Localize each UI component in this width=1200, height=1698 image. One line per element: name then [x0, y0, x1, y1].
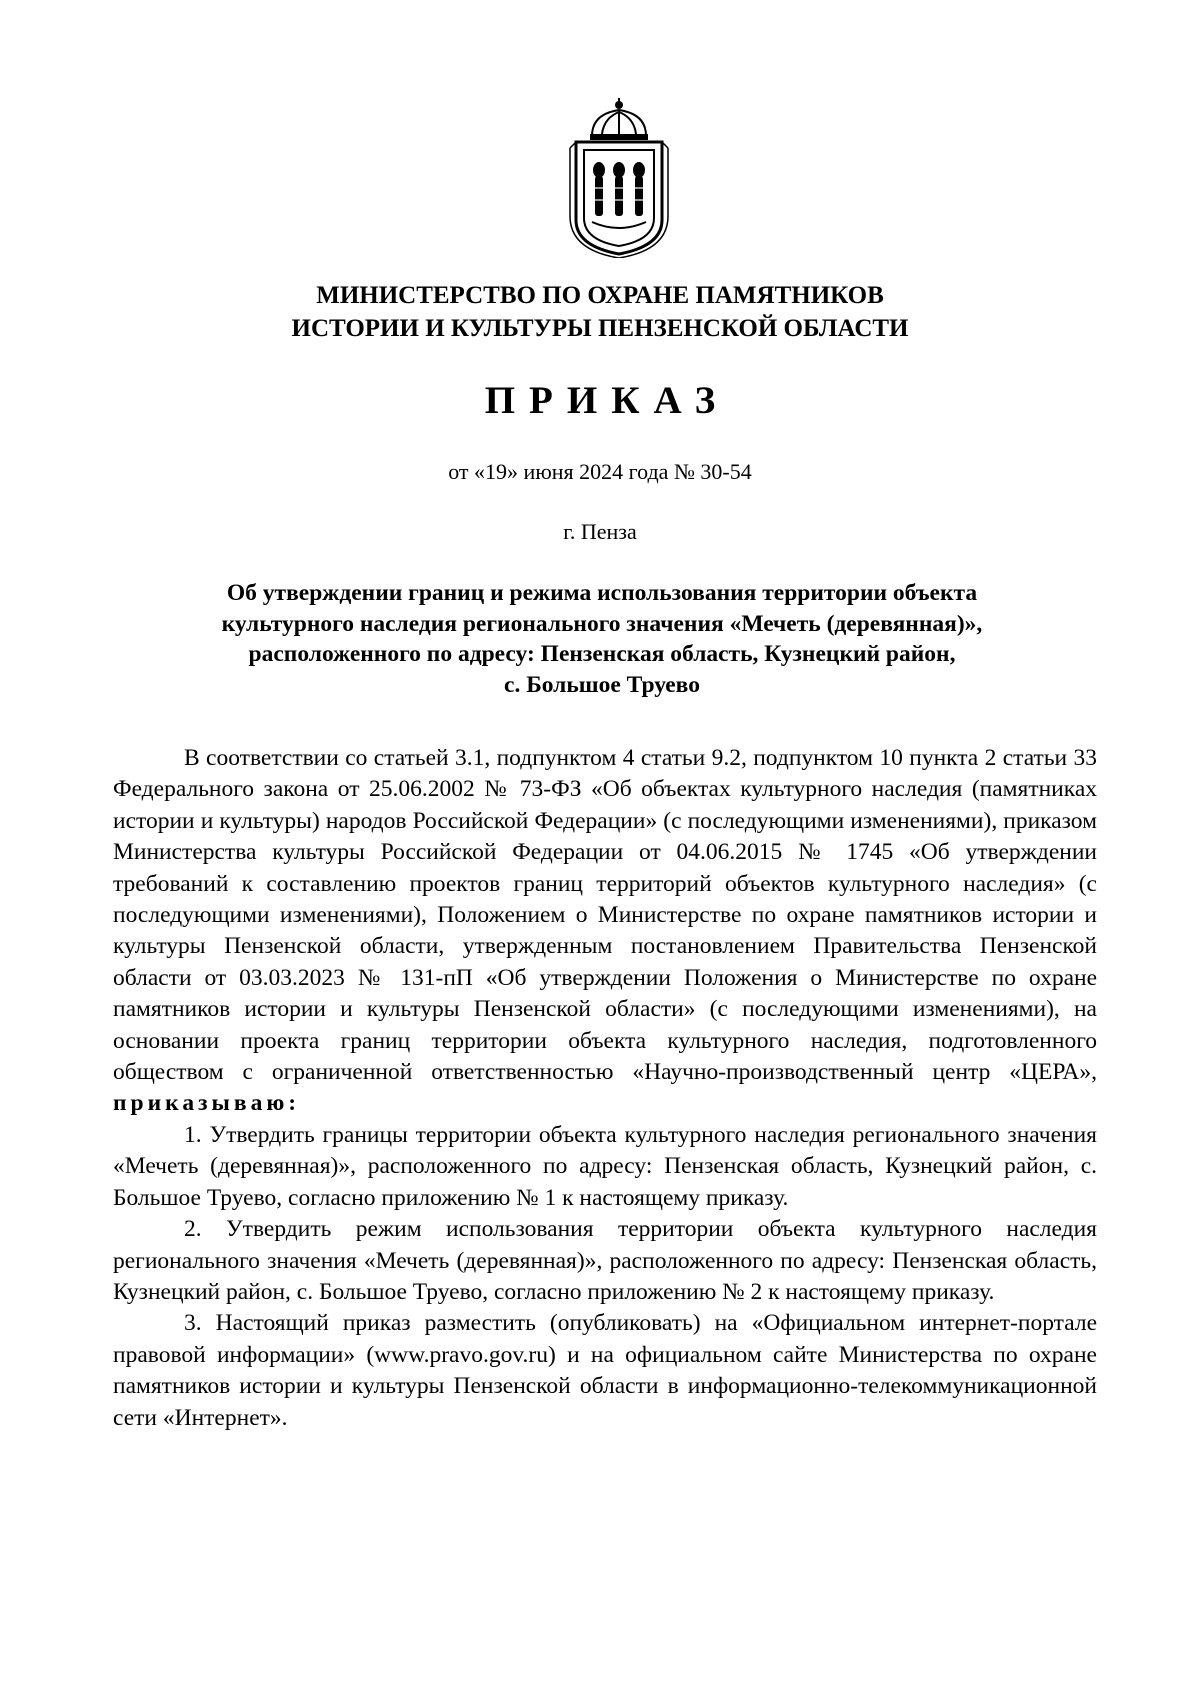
orders-word: приказываю:	[113, 1090, 301, 1117]
order-subject-line1: Об утверждении границ и режима использования территории объекта	[226, 580, 978, 606]
order-item-1: 1. Утвердить границы территории объекта культурного наследия регионального значения «Мечеть (деревянная)», расположенного по адресу: Пензенская область, Кузнецкий район, с. Большое Труево, согласно приложению № 1 к настоящему приказу.	[113, 1121, 1097, 1211]
order-title: ПРИКАЗ	[484, 379, 730, 422]
ministry-name-line1: МИНИСТЕРСТВО ПО ОХРАНЕ ПАМЯТНИКОВ	[316, 282, 884, 309]
penza-coat-of-arms-icon	[562, 96, 676, 258]
order-item-3: 3. Настоящий приказ разместить (опубликовать) на «Официальном интернет-портале правовой информации» (www.pravo.gov.ru) и на официальном сайте Министерства по охране памятников истории и культуры Пензенской области в информационно-телекоммуникационной сети «Интернет».	[113, 1310, 1097, 1431]
order-city: г. Пенза	[563, 519, 637, 544]
ministry-name	[0, 279, 1200, 345]
order-subject	[150, 578, 1054, 700]
order-subject-line2: культурного наследия регионального значения «Мечеть (деревянная)»,	[221, 610, 983, 637]
preamble-text: В соответствии со статьей 3.1, подпунктом 4 статьи 9.2, подпунктом 10 пункта 2 статьи 33 Федерального закона от 25.06.2002 № 73-ФЗ «Об объектах культурного наследия (памятниках истории и культуры) народов Российской Федерации» (с последующими изменениями), приказом Министерства культуры Российской Федерации от 04.06.2015 № 1745 «Об утверждении требований к составлению проектов границ территорий объектов культурного наследия» (с последующими изменениями), Положением о Министерстве по охране памятников истории и культуры Пензенской области, утвержденным постановлением Правительства Пензенской области от 03.03.2023 № 131-пП «Об утверждении Положения о Министерстве по охране памятников истории и культуры Пензенской области» (с последующими изменениями), на основании проекта границ территории объекта культурного наследия, подготовленного обществом с ограниченной ответственностью «Научно-производственный центр «ЦЕРА»,	[113, 745, 1097, 1086]
order-item-2: 2. Утвердить режим использования территории объекта культурного наследия регионального значения «Мечеть (деревянная)», расположенного по адресу: Пензенская область, Кузнецкий район, с. Большое Труево, согласно приложению № 2 к настоящему приказу.	[113, 1216, 1097, 1305]
order-subject-line3: расположенного по адресу: Пензенская область, Кузнецкий район,	[248, 641, 956, 667]
order-subject-line4: с. Большое Труево	[504, 671, 700, 698]
preamble-paragraph	[113, 743, 1097, 1120]
order-body	[113, 743, 1097, 1434]
ministry-name-line2: ИСТОРИИ И КУЛЬТУРЫ ПЕНЗЕНСКОЙ ОБЛАСТИ	[291, 315, 909, 342]
order-date: от «19» июня 2024 года № 30-54	[448, 459, 752, 484]
